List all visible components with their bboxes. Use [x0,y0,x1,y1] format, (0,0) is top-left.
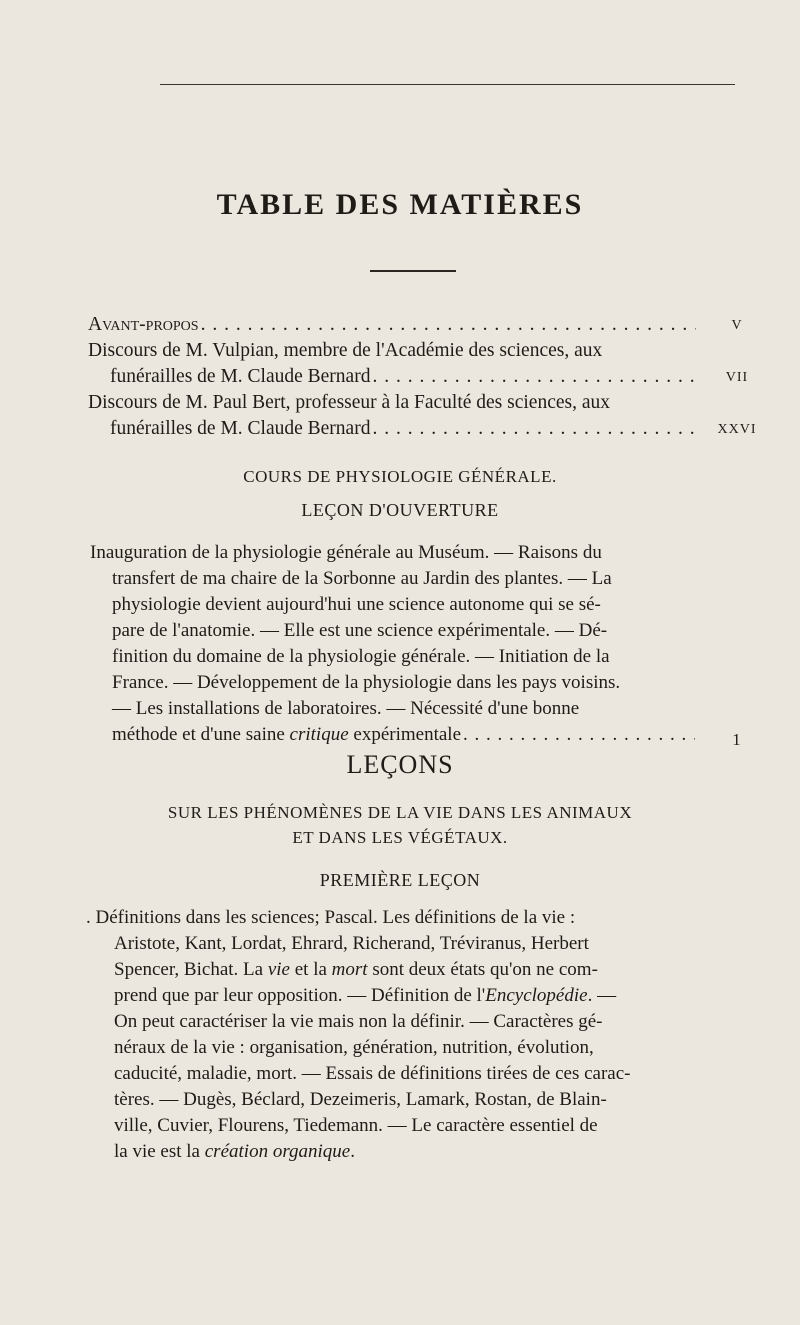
title-rule [370,270,456,272]
summary-text: et la [289,959,332,980]
toc-entry-discours-vulpian [88,338,696,390]
summary-line: néraux de la vie : organisation, génération, nutrition, évolution, [114,1037,594,1058]
toc-page-number: V [731,318,743,333]
summary-italic: mort [331,959,368,980]
summary-line: ville, Cuvier, Flourens, Tiedemann. — Le caractère essentiel de [114,1115,598,1136]
summary-line: France. — Développement de la physiologie dans les pays voisins. [112,672,621,693]
summary-text: . [350,1141,355,1162]
toc-page-number: XXVI [717,422,757,437]
summary-line: Aristote, Kant, Lordat, Ehrard, Richerand, Tréviranus, Herbert [114,933,589,954]
lesson-summary [90,540,695,748]
leader-dots [463,722,695,748]
summary-text: prend que par leur opposition. — Définition de l' [114,985,486,1006]
section-subheading: ET DANS LES VÉGÉTAUX. [292,828,508,847]
summary-line: pare de l'anatomie. — Elle est une science expérimentale. — Dé- [112,620,608,641]
summary-italic: vie [267,959,290,980]
summary-line: — Les installations de laboratoires. — Nécessité d'une bonne [112,698,580,719]
summary-text: . — [587,985,617,1006]
toc-entry-label: funérailles de M. Claude Bernard [110,418,371,439]
summary-line [92,983,697,1009]
summary-line: caducité, maladie, mort. — Essais de définitions tirées de ces carac- [114,1063,631,1084]
leader-dots [372,416,696,442]
summary-line: transfert de ma chaire de la Sorbonne au Jardin des plantes. — La [112,568,612,589]
toc-page-number: 1 [732,730,742,749]
summary-text: sont deux états qu'on ne com- [367,959,598,980]
summary-line [92,957,697,983]
summary-line: tères. — Dugès, Béclard, Dezeimeris, Lamark, Rostan, de Blain- [114,1089,607,1110]
section-heading: LEÇONS [346,750,454,779]
section-subheading: LEÇON D'OUVERTURE [301,500,499,520]
leader-dots [201,312,696,338]
summary-italic: critique [289,724,349,745]
summary-line: finition du domaine de la physiologie générale. — Initiation de la [112,646,610,667]
toc-entry-label: Discours de M. Paul Bert, professeur à la Faculté des sciences, aux [88,392,611,413]
toc-entry-avant-propos [88,312,696,338]
summary-line-last [90,722,695,748]
page-title: TABLE DES MATIÈRES [216,188,584,221]
summary-text: Spencer, Bichat. La [114,959,268,980]
lesson-title: PREMIÈRE LEÇON [319,870,481,890]
section-heading: COURS DE PHYSIOLOGIE GÉNÉRALE. [243,467,557,486]
summary-text: la vie est la [114,1141,205,1162]
lesson-summary [86,905,697,1165]
section-subheading: SUR LES PHÉNOMÈNES DE LA VIE DANS LES ANIMAUX [167,803,633,822]
summary-line: physiologie devient aujourd'hui une science autonome qui se sé- [112,594,601,615]
toc-page-number: VII [725,370,749,385]
toc-entry-label: Avant-propos [88,314,199,335]
leader-dots [372,364,696,390]
summary-line: . Définitions dans les sciences; Pascal. Les définitions de la vie : [86,907,576,928]
toc-entry-label: funérailles de M. Claude Bernard [110,366,371,387]
toc-entry-discours-bert [88,390,696,442]
top-rule [160,84,735,85]
summary-line [92,1139,697,1165]
summary-text: expérimentale [348,724,461,745]
toc-entry-label: Discours de M. Vulpian, membre de l'Académie des sciences, aux [88,340,603,361]
summary-line: Inauguration de la physiologie générale au Muséum. — Raisons du [90,542,602,563]
summary-text: méthode et d'une saine [112,724,290,745]
summary-line: On peut caractériser la vie mais non la définir. — Caractères gé- [114,1011,603,1032]
summary-italic: création organique [204,1141,351,1162]
summary-italic: Encyclopédie [485,985,588,1006]
